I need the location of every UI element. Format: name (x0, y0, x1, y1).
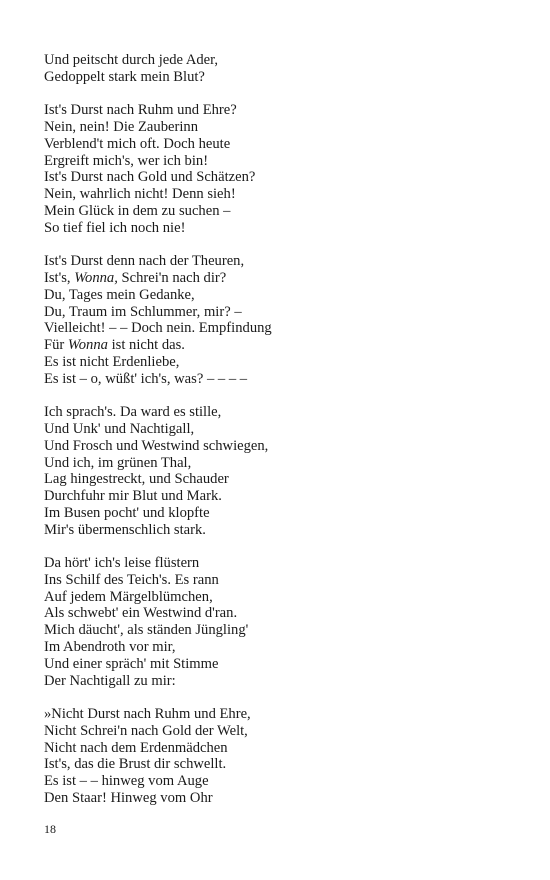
verse-line: Als schwebt' ein Westwind d'ran. (44, 605, 238, 622)
verse-line: Den Staar! Hinweg vom Ohr (44, 790, 213, 807)
verse-line: Verblend't mich oft. Doch heute (44, 135, 231, 152)
verse-line: Da hört' ich's leise flüstern (44, 555, 200, 572)
stanza (44, 555, 504, 689)
stanza (44, 253, 504, 387)
verse-line: Nicht Schrei'n nach Gold der Welt, (44, 722, 248, 739)
verse-line-start: Für (44, 337, 68, 354)
verse-line: Und ich, im grünen Thal, (44, 454, 192, 471)
verse-line-start: Ist's, (44, 269, 75, 286)
verse-line: Und Unk' und Nachtigall, (44, 420, 195, 437)
verse-line-rest: Schrei'n nach dir? (117, 269, 227, 286)
verse-line: Nein, nein! Die Zauberinn (44, 118, 198, 135)
italic-name: Wonna (67, 337, 108, 354)
verse-line: Ist's Durst denn nach der Theuren, (44, 253, 245, 270)
stanza (44, 102, 504, 236)
verse-line: Du, Traum im Schlummer, mir? – (44, 303, 242, 320)
verse-line (44, 337, 504, 354)
verse-line: Es ist nicht Erdenliebe, (44, 353, 180, 370)
verse-line: Ist's Durst nach Gold und Schätzen? (44, 169, 256, 186)
verse-line: Nein, wahrlich nicht! Denn sieh! (44, 186, 236, 203)
verse-line: Und einer spräch' mit Stimme (44, 655, 219, 672)
verse-line: Ins Schilf des Teich's. Es rann (44, 571, 219, 588)
verse-line: Du, Tages mein Gedanke, (44, 286, 195, 303)
verse-line-rest: ist nicht das. (107, 337, 185, 354)
verse-line: Es ist – – hinweg vom Auge (44, 773, 209, 790)
verse-line: Lag hingestreckt, und Schauder (44, 471, 229, 488)
stanza (44, 706, 504, 807)
verse-line: Gedoppelt stark mein Blut? (44, 68, 205, 85)
verse-line: Auf jedem Märgelblümchen, (44, 588, 213, 605)
verse-line: Ich sprach's. Da ward es stille, (44, 404, 222, 421)
verse-line: Und Frosch und Westwind schwiegen, (44, 437, 269, 454)
verse-line: Ist's Durst nach Ruhm und Ehre? (44, 102, 237, 119)
stanza (44, 52, 504, 86)
verse-line: Ergreift mich's, wer ich bin! (44, 152, 209, 169)
verse-line: Nicht nach dem Erdenmädchen (44, 739, 228, 756)
verse-line: Der Nachtigall zu mir: (44, 672, 176, 689)
verse-line: Vielleicht! – – Doch nein. Empfindung (44, 320, 272, 337)
page-number: 18 (44, 822, 56, 836)
verse-line: Durchfuhr mir Blut und Mark. (44, 488, 222, 505)
italic-name: Wonna, (74, 269, 118, 286)
verse-line: Ist's, das die Brust dir schwellt. (44, 756, 227, 773)
verse-line: Im Abendroth vor mir, (44, 639, 176, 656)
poem-text (44, 52, 504, 823)
stanza (44, 404, 504, 538)
verse-line: Mich däucht', als ständen Jüngling' (44, 622, 249, 639)
verse-line (44, 270, 504, 287)
verse-line: So tief fiel ich noch nie! (44, 219, 186, 236)
verse-line: Es ist – o, wüßt' ich's, was? – – – – (44, 370, 248, 387)
verse-line: Und peitscht durch jede Ader, (44, 52, 219, 68)
verse-line: »Nicht Durst nach Ruhm und Ehre, (44, 706, 251, 723)
verse-line: Mir's übermenschlich stark. (44, 521, 206, 538)
verse-line: Im Busen pocht' und klopfte (44, 504, 210, 521)
verse-line: Mein Glück in dem zu suchen – (44, 202, 231, 219)
